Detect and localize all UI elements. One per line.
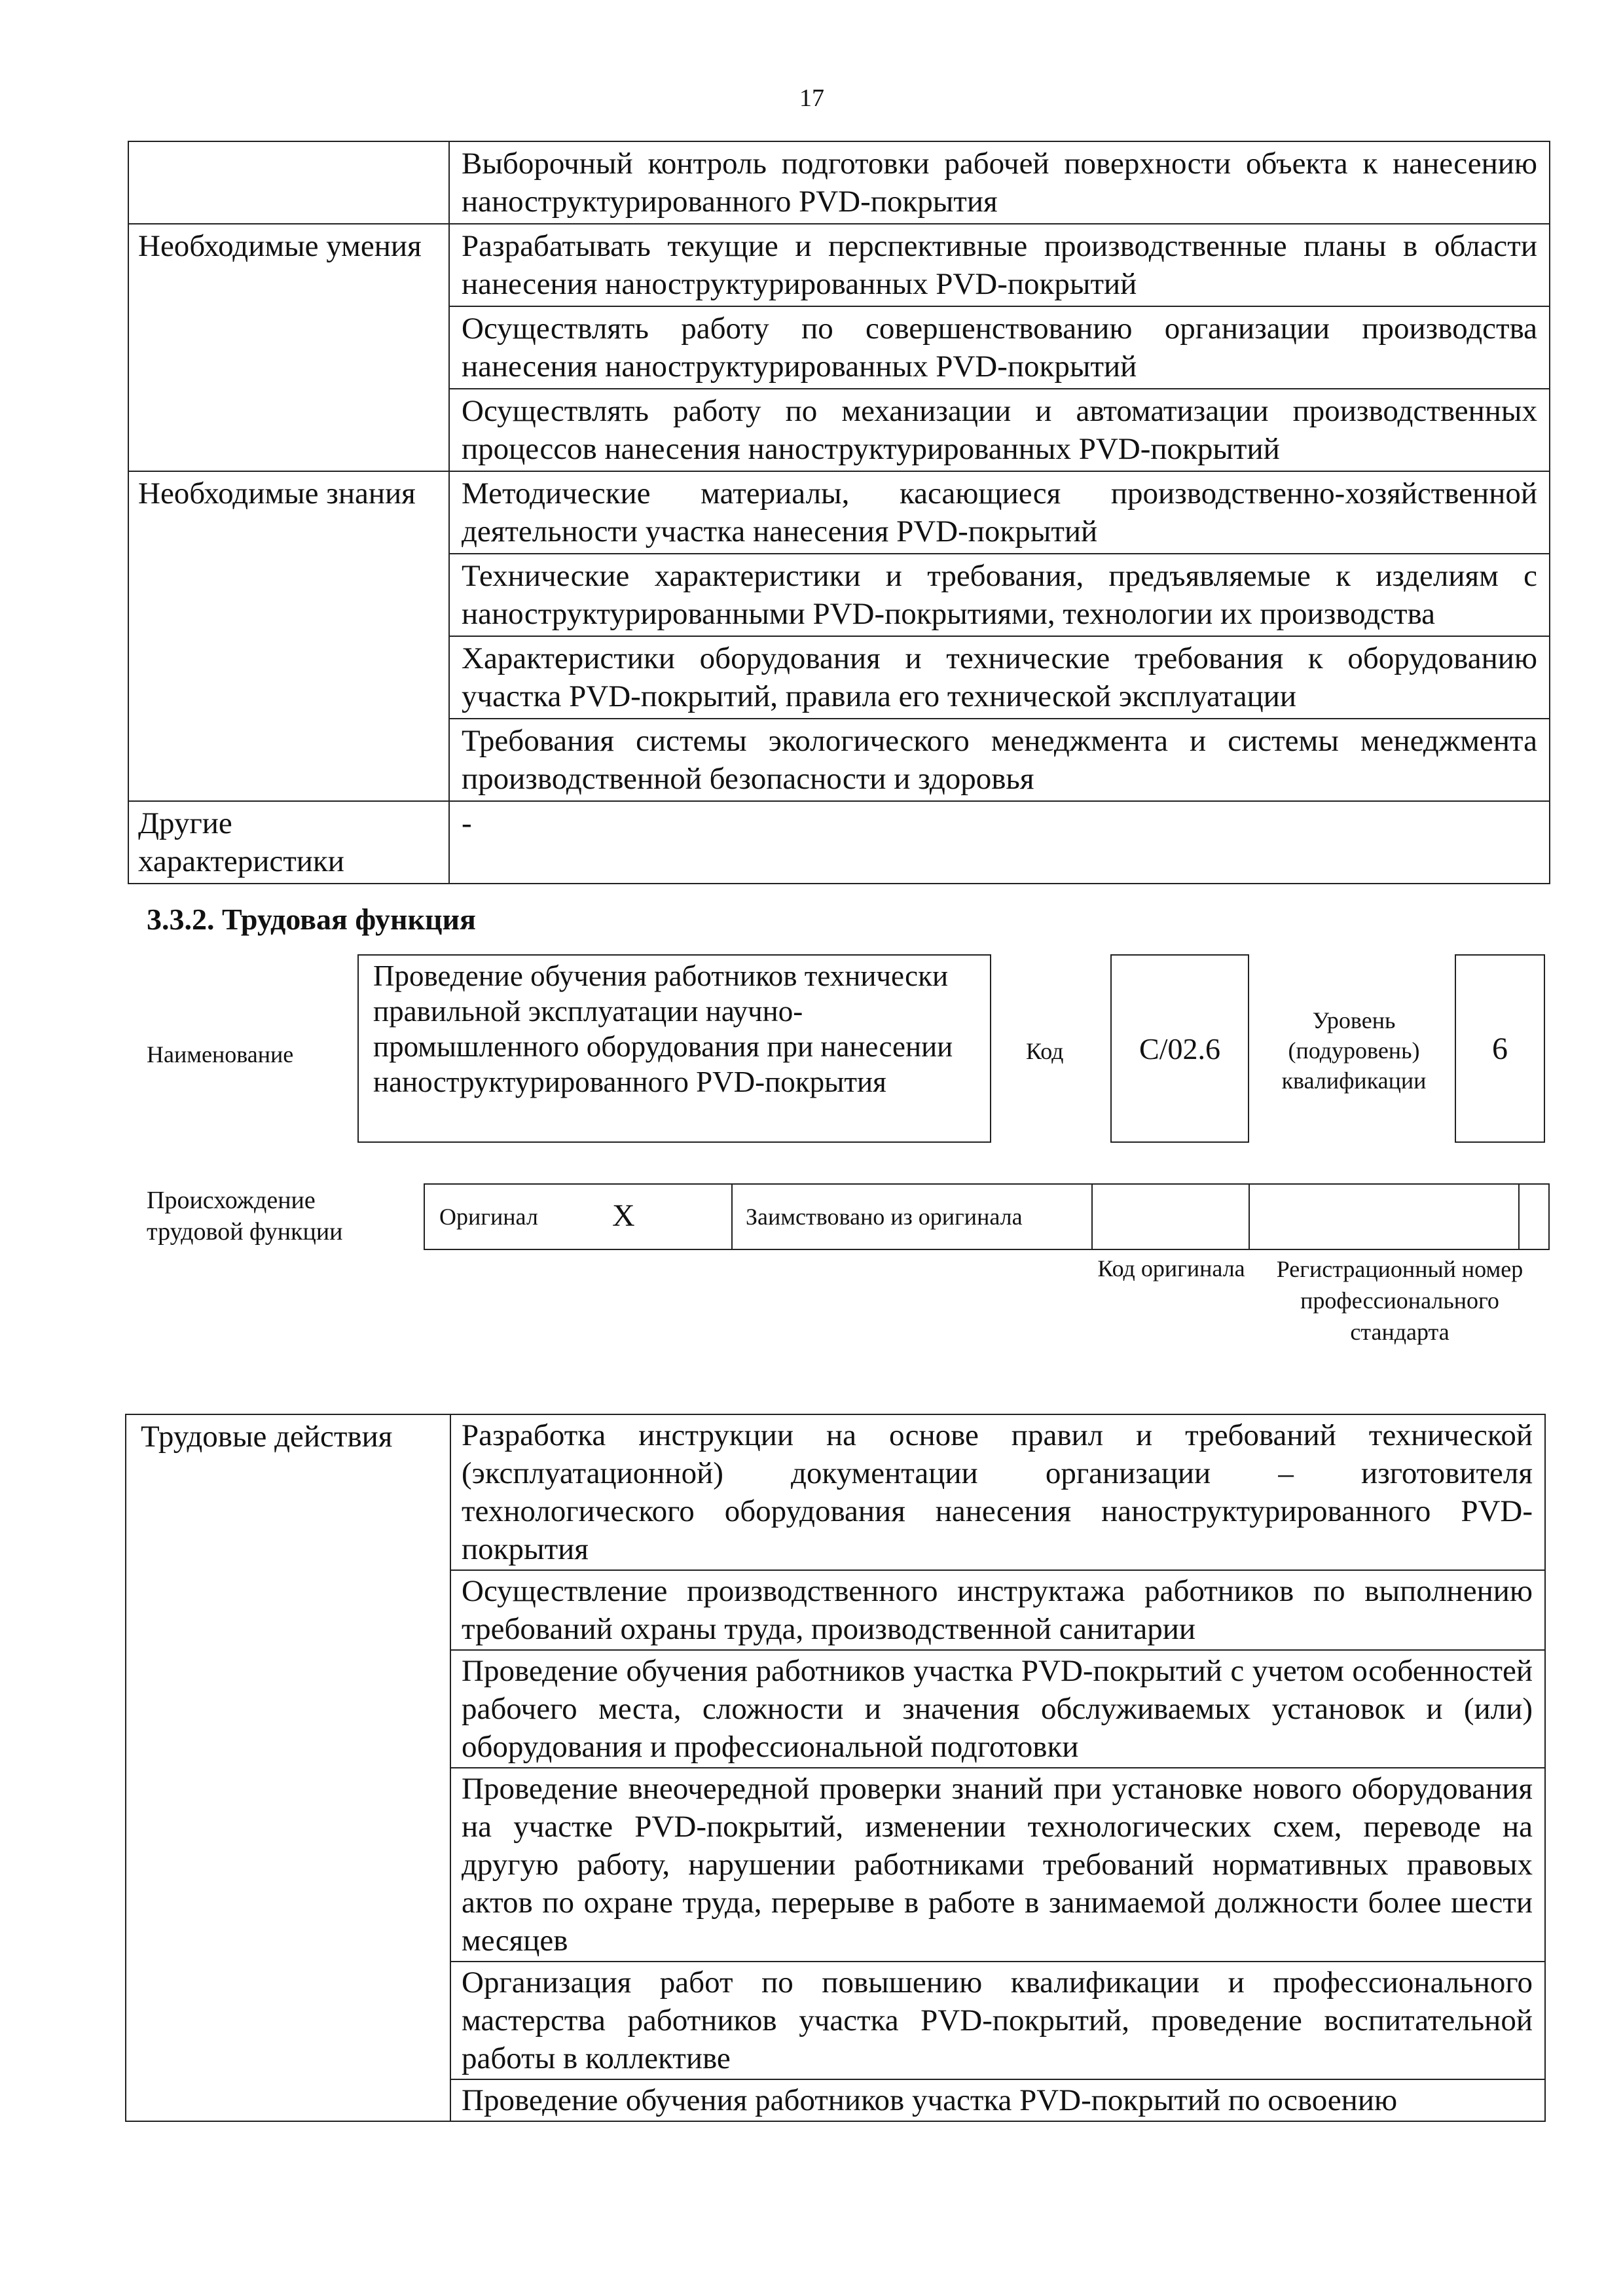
row-text: Проведение обучения работников участка PVD-покрытий по освоению [450, 2079, 1545, 2121]
row-text: Выборочный контроль подготовки рабочей поверхности объекта к нанесению наноструктурированного PVD-покрытия [449, 141, 1550, 224]
row-text: Характеристики оборудования и технические требования к оборудованию участка PVD-покрытий, правила его технической эксплуатации [449, 636, 1550, 719]
original-x-mark: X [612, 1198, 635, 1233]
row-text: Разрабатывать текущие и перспективные производственные планы в области нанесения наноструктурированных PVD-покрытий [449, 224, 1550, 306]
registration-number-cell [1249, 1183, 1550, 1250]
level-label: Уровень (подуровень) квалификации [1281, 1007, 1427, 1094]
original-cell [424, 1183, 733, 1250]
row-text: Разработка инструкции на основе правил и требований технической (эксплуатационной) документации организации – изготовителя технологического оборудования нанесения наноструктурированного PVD-покрытия [450, 1414, 1545, 1570]
section-title: 3.3.2. Трудовая функция [147, 903, 476, 936]
labour-actions-table [125, 1414, 1546, 2122]
table-row [128, 224, 1550, 306]
row-text: Методические материалы, касающиеся производственно-хозяйственной деятельности участка нанесения PVD-покрытий [449, 471, 1550, 554]
row-text: Осуществлять работу по совершенствованию организации производства нанесения наноструктурированных PVD-покрытий [449, 306, 1550, 389]
table-row [128, 801, 1550, 884]
row-text: Проведение обучения работников участка PVD-покрытий с учетом особенностей рабочего места, сложности и значения обслуживаемых установок и (или) оборудования и профессиональной подготовки [450, 1650, 1545, 1768]
row-label [128, 141, 449, 224]
origin-label: Происхождение трудовой функции [147, 1187, 343, 1246]
origin-row [424, 1183, 1550, 1250]
name-label: Наименование [147, 1041, 294, 1067]
row-text: - [449, 801, 1550, 884]
row-label-actions: Трудовые действия [126, 1414, 450, 2121]
level-value-box: 6 [1455, 954, 1545, 1143]
page-number: 17 [799, 84, 824, 112]
table-row [128, 471, 1550, 554]
row-label-skills: Необходимые умения [128, 224, 449, 471]
borrowed-text: Заимствовано из оригинала [746, 1204, 1023, 1230]
row-text: Организация работ по повышению квалификации и профессионального мастерства работников участка PVD-покрытий, проведение воспитательной работы в коллективе [450, 1962, 1545, 2079]
row-text: Осуществлять работу по механизации и автоматизации производственных процессов нанесения наноструктурированных PVD-покрытий [449, 389, 1550, 471]
row-text: Осуществление производственного инструктажа работников по выполнению требований охраны труда, производственной санитарии [450, 1570, 1545, 1650]
row-label-other: Другие характеристики [128, 801, 449, 884]
row-text: Проведение внеочередной проверки знаний при установке нового оборудования на участке PVD-покрытий, изменении технологических схем, переводе на другую работу, нарушении работниками требований нормативных правовых актов по охране труда, перерыве в работе в занимаемой должности более шести месяцев [450, 1768, 1545, 1962]
table-row [126, 1414, 1545, 1570]
row-label-knowledge: Необходимые знания [128, 471, 449, 801]
row-text: Требования системы экологического менеджмента и системы менеджмента производственной безопасности и здоровья [449, 719, 1550, 801]
code-label: Код [1026, 1038, 1064, 1064]
registration-number-caption: Регистрационный номер профессионального стандарта [1276, 1256, 1523, 1345]
function-name-box: Проведение обучения работников технически правильной эксплуатации научно-промышленного оборудования при нанесении наноструктурированного PVD-покрытия [357, 954, 991, 1143]
original-text: Оригинал [439, 1204, 538, 1230]
original-code-caption: Код оригинала [1097, 1255, 1245, 1282]
requirements-table [128, 141, 1550, 884]
original-code-cell [1091, 1183, 1250, 1250]
row-text: Технические характеристики и требования, предъявляемые к изделиям с наноструктурированными PVD-покрытиями, технологии их производства [449, 554, 1550, 636]
table-row [128, 141, 1550, 224]
function-code-box: C/02.6 [1110, 954, 1249, 1143]
